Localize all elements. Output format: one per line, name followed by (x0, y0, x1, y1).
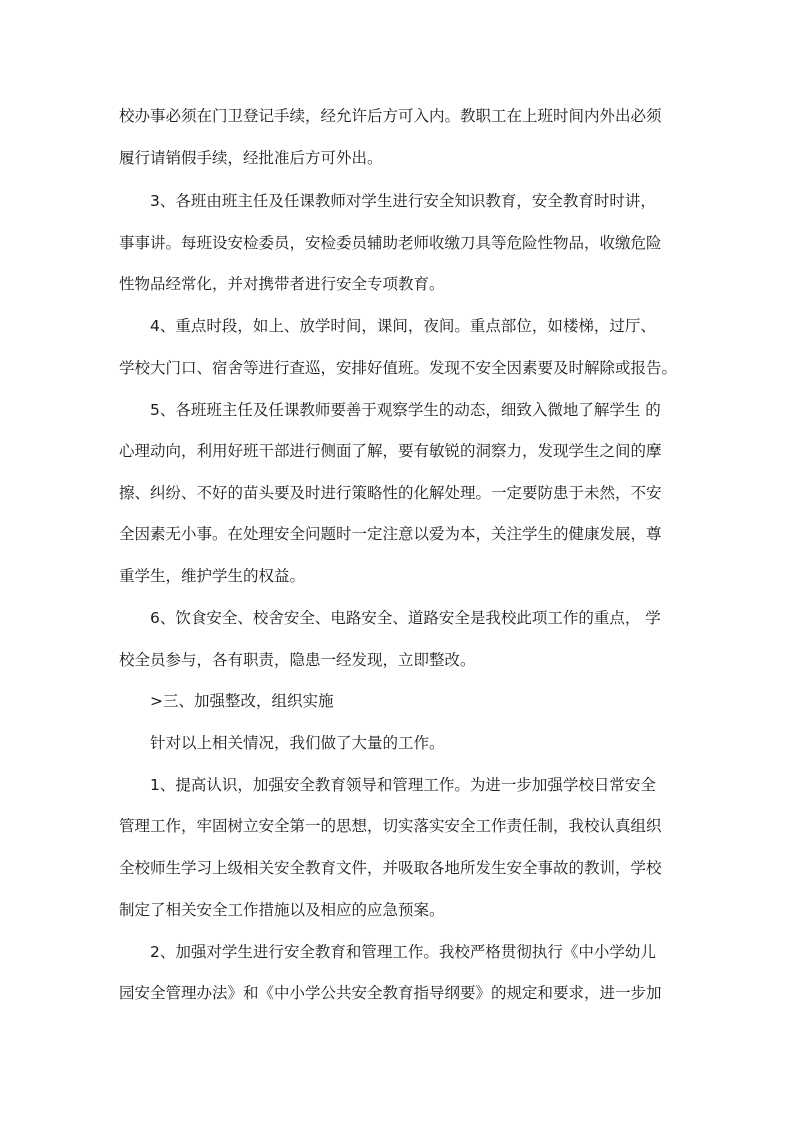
text-line: 6、饮食安全、校舍安全、电路安全、道路安全是我校此项工作的重点， 学 (150, 609, 661, 627)
text-line: 5、各班班主任及任课教师要善于观察学生的动态，细致入微地了解学生 的 (150, 401, 661, 419)
text-line: 1、提高认识，加强安全教育领导和管理工作。为进一步加强学校日常安全 (150, 776, 656, 794)
text-line: 4、重点时段，如上、放学时间，课间，夜间。重点部位，如楼梯，过厅、 (150, 317, 656, 335)
text-line: 性物品经常化，并对携带者进行安全专项教育。 (119, 275, 445, 293)
text-line: 管理工作，牢固树立安全第一的思想，切实落实安全工作责任制，我校认真组织 (119, 817, 662, 835)
text-line: 全校师生学习上级相关安全教育文件，并吸取各地所发生安全事故的教训，学校 (119, 859, 662, 877)
text-line: 重学生，维护学生的权益。 (119, 567, 306, 585)
text-line: 3、各班由班主任及任课教师对学生进行安全知识教育，安全教育时时讲， (150, 192, 656, 210)
text-line: 全因素无小事。在处理安全问题时一定注意以爱为本，关注学生的健康发展，尊 (119, 525, 662, 543)
text-line: 制定了相关安全工作措施以及相应的应急预案。 (119, 901, 445, 919)
text-line: 擦、纠纷、不好的苗头要及时进行策略性的化解处理。一定要防患于未然，不安 (119, 484, 662, 502)
text-line: 园安全管理办法》和《中小学公共安全教育指导纲要》的规定和要求，进一步加 (119, 984, 662, 1002)
text-line: 校全员参与，各有职责，隐患一经发现，立即整改。 (119, 651, 476, 669)
text-line: 学校大门口、宿舍等进行查巡，安排好值班。发现不安全因素要及时解除或报告。 (119, 359, 678, 377)
text-line: 心理动向，利用好班干部进行侧面了解，要有敏锐的洞察力，发现学生之间的摩 (119, 442, 662, 460)
text-line: 针对以上相关情况，我们做了大量的工作。 (150, 734, 445, 752)
text-line: 履行请销假手续，经批准后方可外出。 (119, 149, 383, 167)
text-line: 事事讲。每班设安检委员，安检委员辅助老师收缴刀具等危险性物品，收缴危险 (119, 234, 662, 252)
text-line: 2、加强对学生进行安全教育和管理工作。我校严格贯彻执行《中小学幼儿 (150, 943, 656, 961)
section-heading: >三、加强整改，组织实施 (150, 692, 334, 710)
text-line: 校办事必须在门卫登记手续，经允许后方可入内。教职工在上班时间内外出必须 (119, 107, 662, 125)
